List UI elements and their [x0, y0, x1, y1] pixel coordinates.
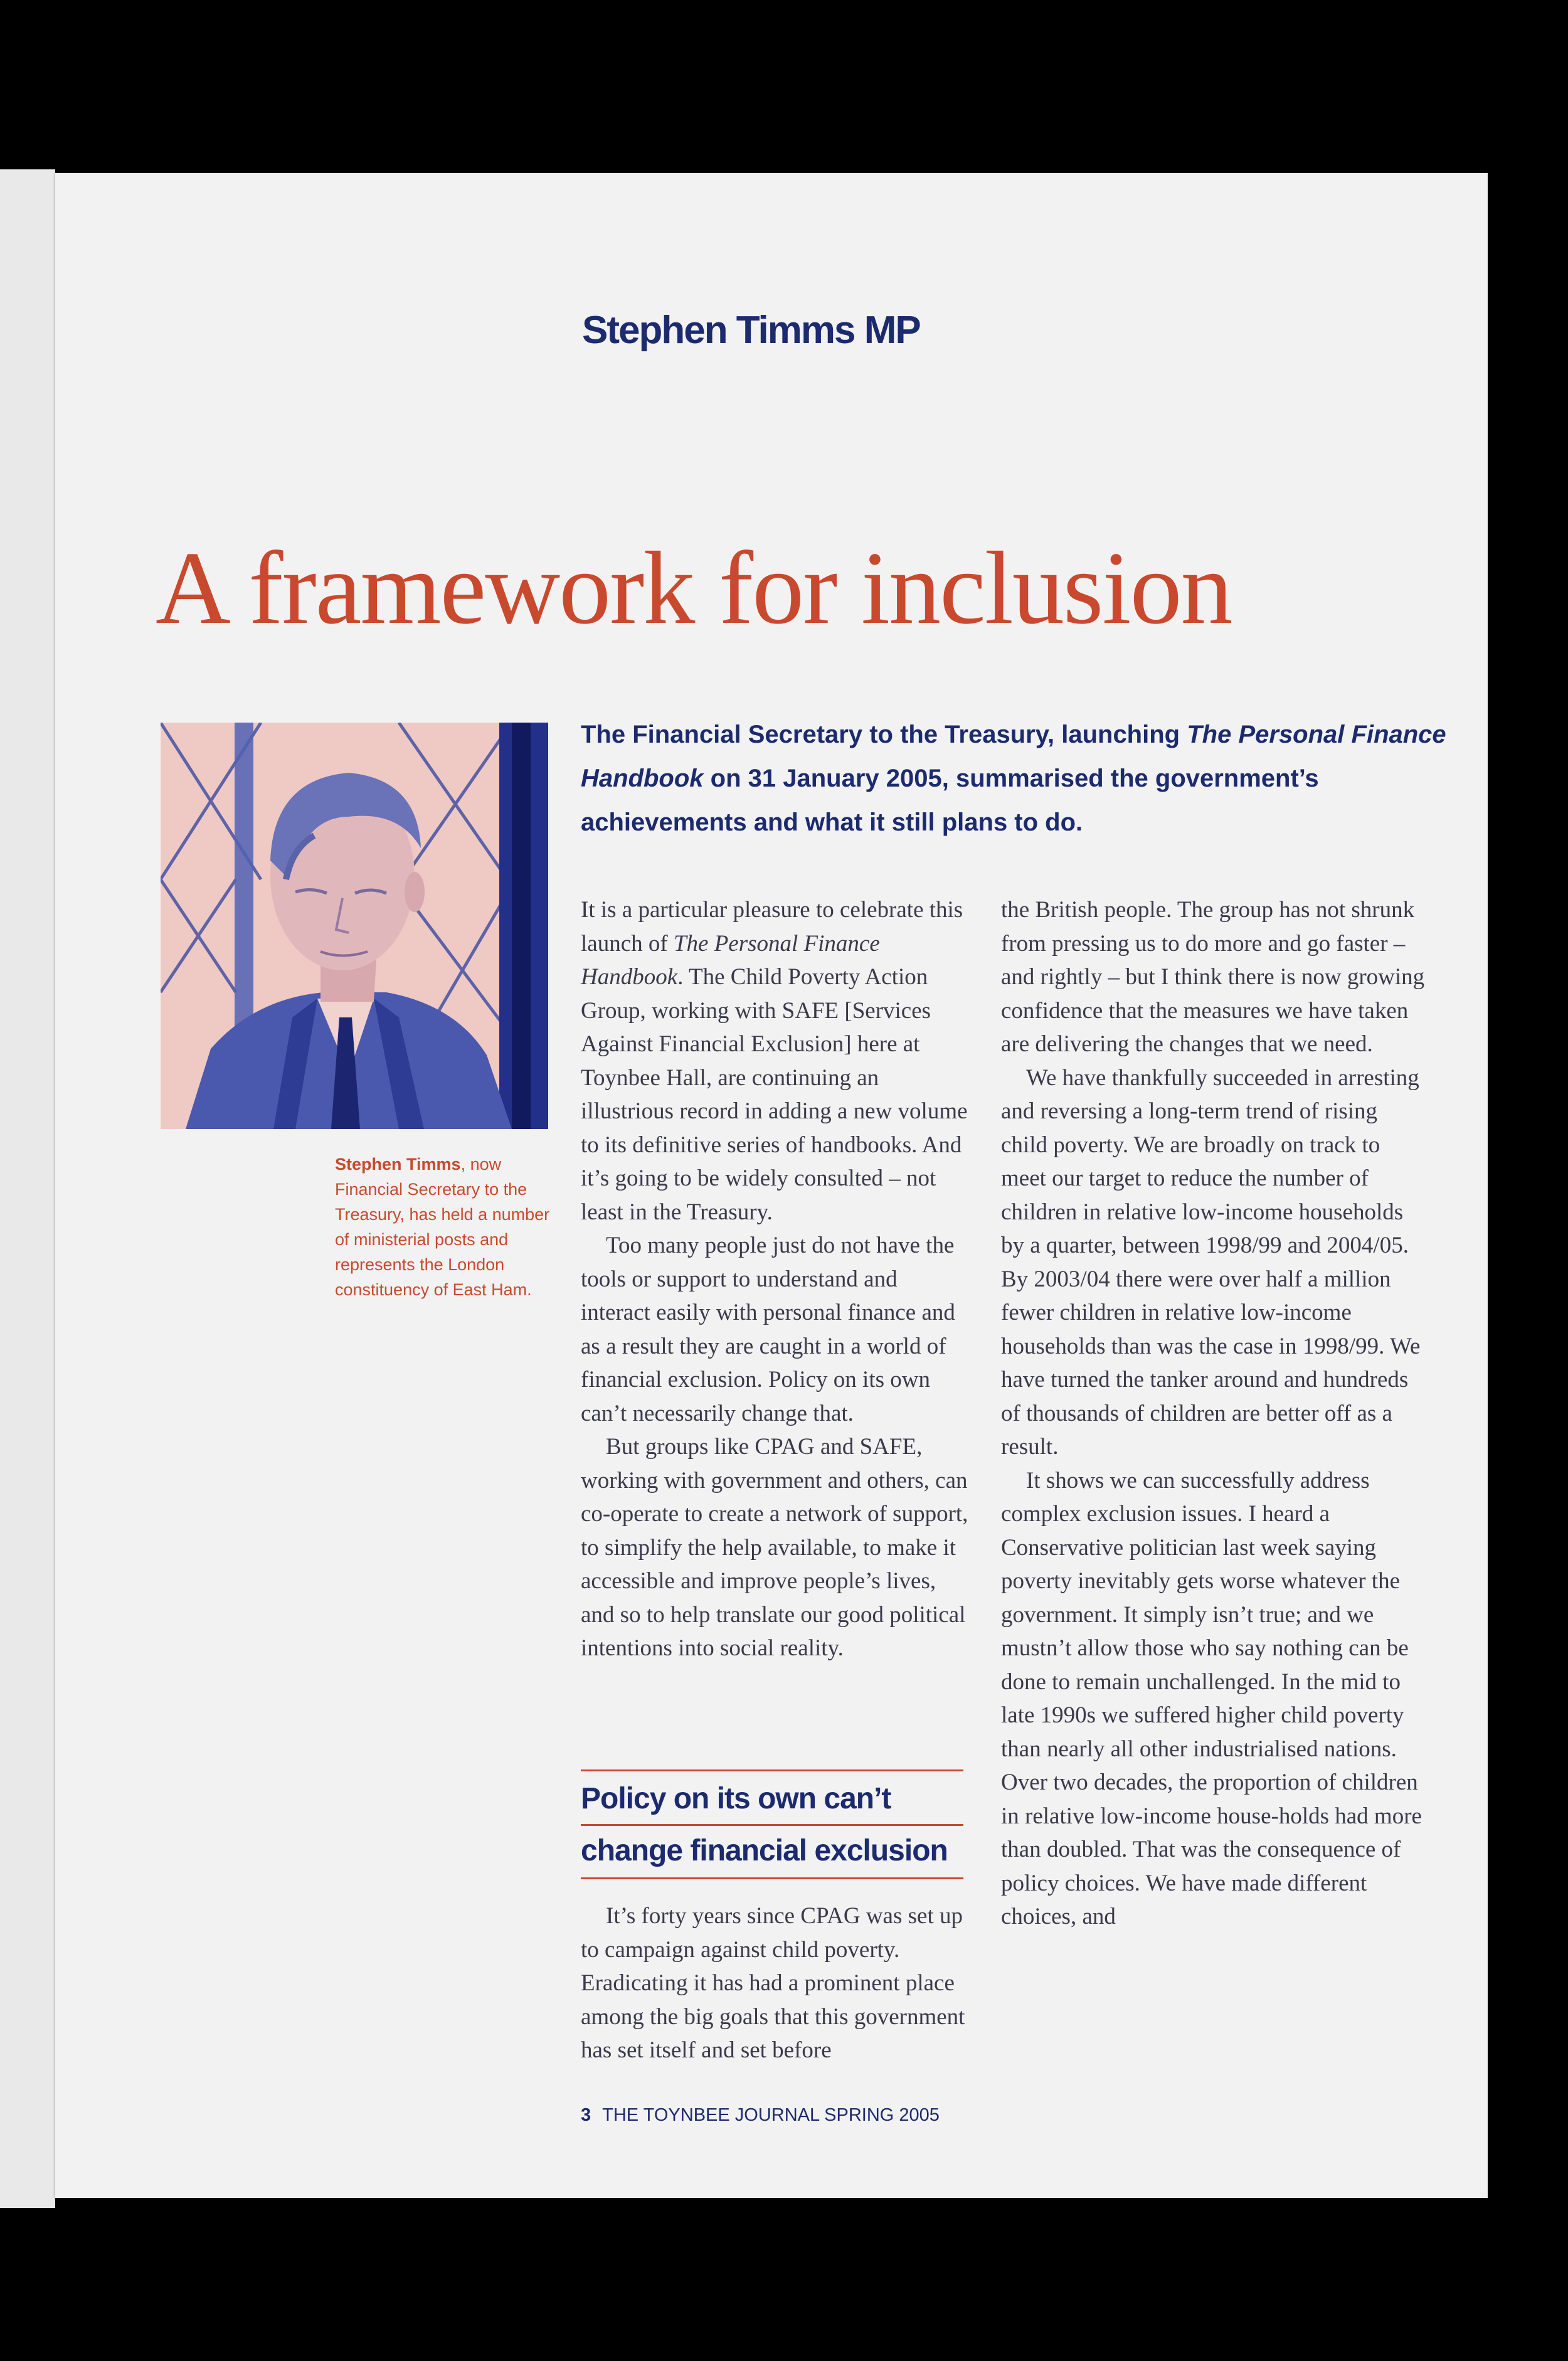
- standfirst-book-title: The Personal Finance Handbook: [581, 721, 1446, 792]
- caption-text: , now Financial Secretary to the Treasury, has held a number of ministerial posts and represents the London constituency of East Ham.: [335, 1155, 550, 1299]
- section-subheading: [581, 1769, 963, 1879]
- standfirst-part1: The Financial Secretary to the Treasury, launching: [581, 721, 1187, 748]
- book-title: The Personal Finance Handbook: [581, 930, 880, 990]
- page-number: 3: [581, 2105, 591, 2125]
- body-paragraph: Too many people just do not have the tools or support to understand and interact easily with personal finance and as a result they are caught in a world of financial exclusion. Policy on its own can’t necessarily change that.: [581, 1233, 955, 1426]
- journal-name: THE TOYNBEE JOURNAL SPRING 2005: [602, 2105, 940, 2125]
- page-footer: [581, 2105, 1083, 2126]
- body-paragraph: But groups like CPAG and SAFE, working with government and others, can co-operate to create a network of support, to simplify the help available, to make it accessible and improve people’s lives, and so to help translate our good political intentions into social reality.: [581, 1434, 968, 1661]
- body-text: It is a particular pleasure to celebrate this launch of: [581, 897, 963, 957]
- body-paragraph: We have thankfully succeeded in arresting and reversing a long-term trend of rising child poverty. We are broadly on track to meet our target to reduce the number of children in relative low-income households by a quarter, between 1998/99 and 2004/05. By 2003/04 there were over half a million fewer children in relative low-income households than was the case in 1998/99. We have turned the tanker around and hundreds of thousands of children are better off as a result.: [1001, 1064, 1421, 1460]
- body-paragraph: [581, 893, 970, 1229]
- portrait-image: [161, 723, 548, 1129]
- subheading-rule: [581, 1824, 963, 1826]
- body-column-right: [1001, 893, 1428, 1934]
- left-page-edge: [0, 169, 55, 2208]
- subheading-line-2: change financial exclusion: [581, 1834, 948, 1867]
- body-text: . The Child Poverty Action Group, working with SAFE [Services Against Financial Exclusion] here at Toynbee Hall, are continuing an illustrious record in adding a new volume to its definitive series of handbooks. And it’s going to be widely consulted – not least in the Treasury.: [581, 964, 968, 1225]
- author-photo: [161, 723, 548, 1129]
- body-column-left: [581, 893, 970, 1665]
- caption-name: Stephen Timms: [335, 1155, 461, 1174]
- magazine-page: [55, 173, 1488, 2198]
- subheading-line-1: Policy on its own can’t: [581, 1782, 891, 1815]
- headline: A framework for inclusion: [156, 530, 1232, 645]
- photo-caption: [335, 1152, 562, 1302]
- body-paragraph: the British people. The group has not shrunk from pressing us to do more and go faster – and rightly – but I think there is now growing confidence that the measures we have taken are delivering the changes that we need.: [1001, 897, 1425, 1057]
- body-paragraph: It shows we can successfully address complex exclusion issues. I heard a Conservative politician last week saying poverty inevitably gets worse whatever the government. It simply isn’t true; and we mustn’t allow those who say nothing can be done to remain unchallenged. In the mid to late 1990s we suffered higher child poverty than nearly all other industrialised nations. Over two decades, the proportion of children in relative low-income house-holds had more than doubled. That was the consequence of policy choices. We have made different choices, and: [1001, 1467, 1422, 1929]
- author-name: Stephen Timms MP: [582, 309, 920, 352]
- standfirst-part2: on 31 January 2005, summarised the government’s achievements and what it still plans to do.: [581, 765, 1319, 836]
- standfirst: [581, 713, 1459, 844]
- body-paragraph: It’s forty years since CPAG was set up to campaign against child poverty. Eradicating it has had a prominent place among the big goals that this government has set itself and set before: [581, 1903, 965, 2063]
- body-column-left-lower: [581, 1899, 970, 2067]
